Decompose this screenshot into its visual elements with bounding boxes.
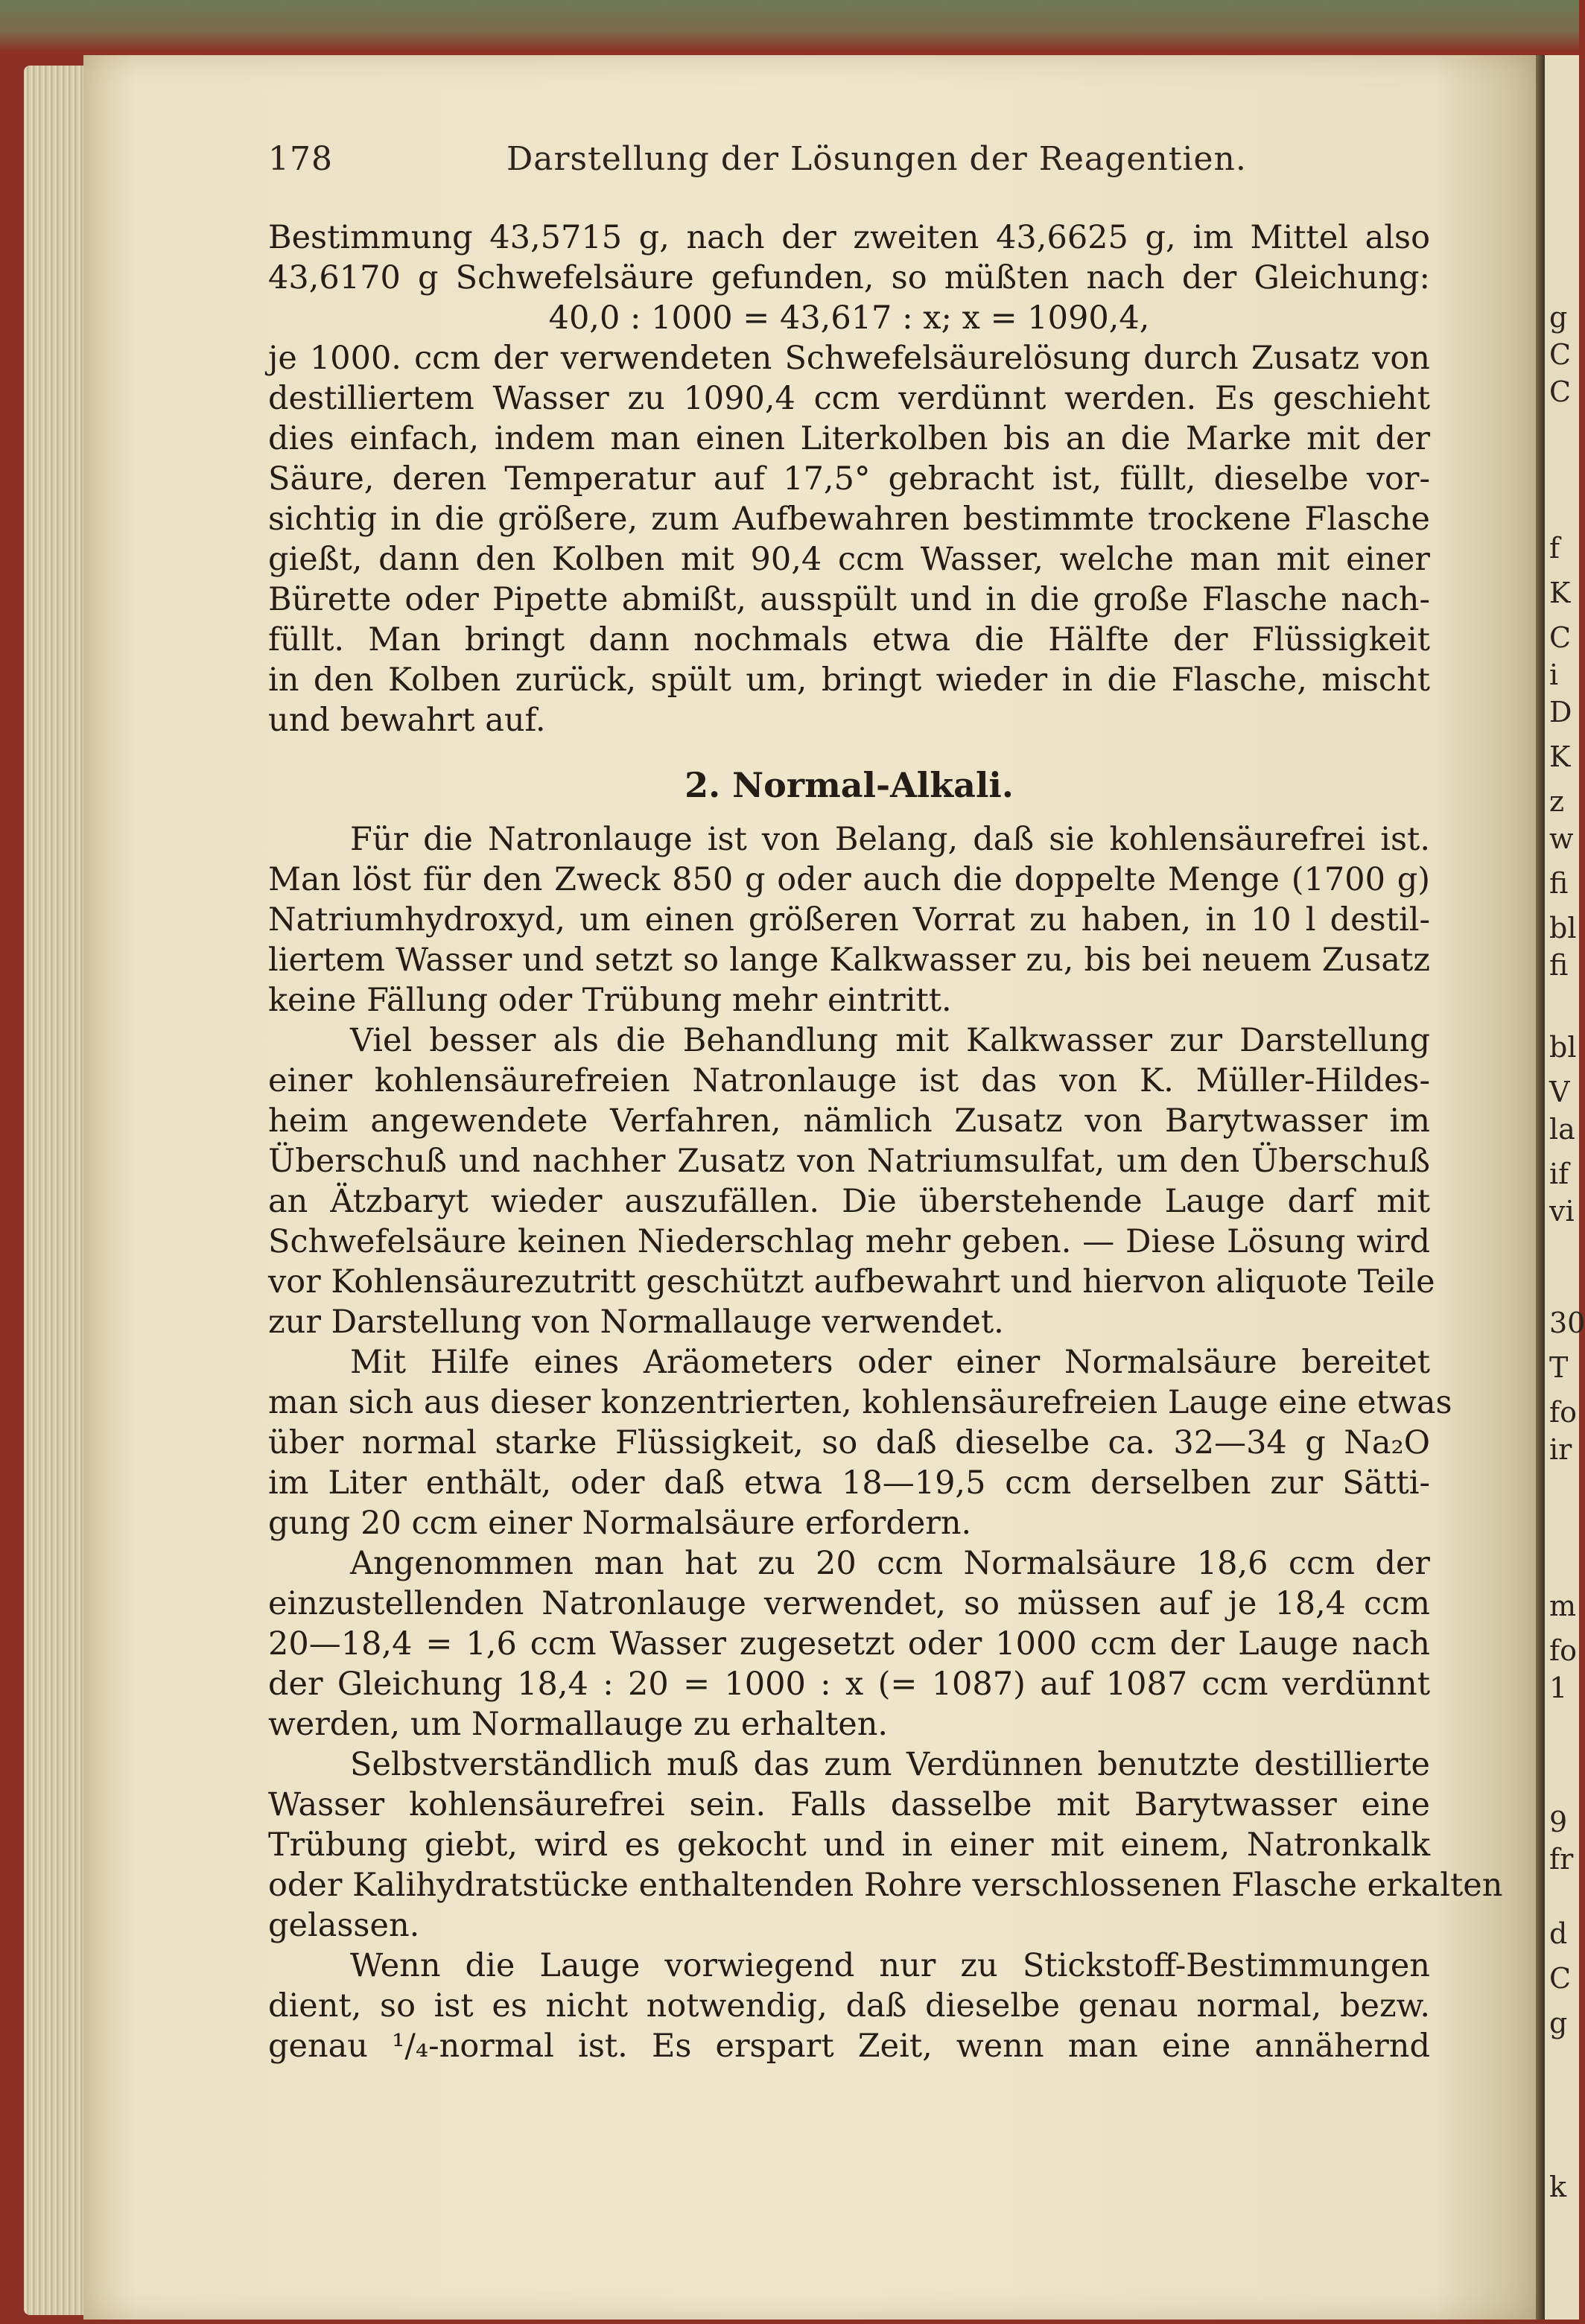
text-line: je 1000. ccm der verwendeten Schwefelsäurelösung durch Zusatz von xyxy=(268,340,1430,377)
text-line: Selbstverständlich muß das zum Verdünnen benutzte destillierte xyxy=(350,1746,1430,1783)
next-page-fragment: C xyxy=(1549,375,1572,408)
next-page-fragment: la xyxy=(1549,1113,1575,1146)
next-page-fragment: g xyxy=(1549,301,1568,334)
next-page-fragment: f xyxy=(1549,532,1560,565)
text-line: Viel besser als die Behandlung mit Kalkwasser zur Darstellung xyxy=(350,1022,1430,1059)
text-line: füllt. Man bringt dann nochmals etwa die Hälfte der Flüssigkeit xyxy=(268,621,1430,658)
next-page-fragment: vi xyxy=(1549,1195,1575,1228)
text-line: in den Kolben zurück, spült um, bringt wieder in die Flasche, mischt xyxy=(268,661,1430,699)
next-page-fragment: fo xyxy=(1549,1396,1577,1429)
next-page-fragment: 9 xyxy=(1549,1806,1568,1838)
text-line: liertem Wasser und setzt so lange Kalkwasser zu, bis bei neuem Zusatz xyxy=(268,942,1430,979)
text-line: Man löst für den Zweck 850 g oder auch die doppelte Menge (1700 g) xyxy=(268,861,1430,898)
text-line: sichtig in die größere, zum Aufbewahren bestimmte trockene Flasche xyxy=(268,501,1430,538)
text-line: 20—18,4 = 1,6 ccm Wasser zugesetzt oder 1000 ccm der Lauge nach xyxy=(268,1625,1430,1663)
next-page-fragment: d xyxy=(1549,1917,1568,1950)
next-page-fragment: K xyxy=(1549,740,1571,773)
text-line: heim angewendete Verfahren, nämlich Zusatz von Barytwasser im xyxy=(268,1102,1430,1140)
next-page-fragment: g xyxy=(1549,2007,1568,2039)
next-page-fragment: V xyxy=(1549,1076,1570,1108)
next-page-fragment: C xyxy=(1549,338,1572,371)
next-page-fragment: fi xyxy=(1549,867,1569,900)
text-line: an Ätzbaryt wieder auszufällen. Die überstehende Lauge darf mit xyxy=(268,1183,1430,1220)
next-page-fragment: fo xyxy=(1549,1634,1577,1667)
next-page-fragment: D xyxy=(1549,696,1572,728)
text-line: Mit Hilfe eines Aräometers oder einer Normalsäure bereitet xyxy=(350,1344,1430,1381)
book-gutter xyxy=(1536,55,1545,2320)
text-line: vor Kohlensäurezutritt geschützt aufbewahrt und hiervon aliquote Teile xyxy=(268,1263,1435,1301)
next-page-fragment: K xyxy=(1549,577,1571,609)
next-page-fragment: if xyxy=(1549,1158,1569,1190)
next-page-fragment: fr xyxy=(1549,1843,1574,1876)
next-page-fragment: fi xyxy=(1549,949,1569,982)
text-line: Trübung giebt, wird es gekocht und in einer mit einem, Natronkalk xyxy=(268,1826,1430,1864)
formula-line: 40,0 : 1000 = 43,617 : x; x = 1090,4, xyxy=(548,299,1150,337)
next-page-strip xyxy=(1545,55,1585,2320)
text-line: über normal starke Flüssigkeit, so daß dieselbe ca. 32—34 g Na₂O xyxy=(268,1424,1430,1461)
text-line: Natriumhydroxyd, um einen größeren Vorrat zu haben, in 10 l destil- xyxy=(268,901,1430,939)
text-line: und bewahrt auf. xyxy=(268,702,546,739)
next-page-fragment: T xyxy=(1549,1351,1569,1384)
text-line: zur Darstellung von Normallauge verwendet. xyxy=(268,1304,1004,1341)
text-line: Für die Natronlauge ist von Belang, daß sie kohlensäurefrei ist. xyxy=(350,821,1430,858)
text-line: Wasser kohlensäurefrei sein. Falls dasselbe mit Barytwasser eine xyxy=(268,1786,1430,1823)
text-line: gung 20 ccm einer Normalsäure erfordern. xyxy=(268,1505,972,1542)
section-heading: 2. Normal-Alkali. xyxy=(684,765,1014,805)
text-line: Angenommen man hat zu 20 ccm Normalsäure 18,6 ccm der xyxy=(350,1545,1430,1582)
next-page-fragment: bl xyxy=(1549,1031,1577,1064)
next-page-fragment: ir xyxy=(1549,1433,1572,1466)
paragraph-block-1 xyxy=(268,218,1430,740)
text-line: einer kohlensäurefreien Natronlauge ist das von K. Müller-Hildes- xyxy=(268,1062,1430,1099)
next-page-fragment: 1 xyxy=(1549,1671,1568,1704)
page-number: 178 xyxy=(268,140,333,178)
body-text xyxy=(268,218,1503,2066)
next-page-fragment: m xyxy=(1549,1590,1577,1622)
text-line: der Gleichung 18,4 : 20 = 1000 : x (= 1087) auf 1087 ccm verdünnt xyxy=(268,1666,1430,1703)
text-line: im Liter enthält, oder daß etwa 18—19,5 ccm derselben zur Sätti- xyxy=(268,1464,1430,1502)
text-line: gießt, dann den Kolben mit 90,4 ccm Wasser, welche man mit einer xyxy=(268,541,1430,578)
text-line: Wenn die Lauge vorwiegend nur zu Stickstoff-Bestimmungen xyxy=(350,1947,1430,1984)
text-line: genau ¹/₄-normal ist. Es erspart Zeit, wenn man eine annähernd xyxy=(268,2028,1430,2065)
next-page-fragment: k xyxy=(1549,2171,1567,2203)
next-page-fragment: w xyxy=(1549,822,1574,855)
text-line: Bürette oder Pipette abmißt, ausspült und in die große Flasche nach- xyxy=(268,581,1430,618)
next-page-fragment: bl xyxy=(1549,912,1577,944)
text-line: Schwefelsäure keinen Niederschlag mehr geben. — Diese Lösung wird xyxy=(268,1223,1430,1260)
next-page-fragment: i xyxy=(1549,658,1559,691)
text-line: gelassen. xyxy=(268,1907,420,1944)
text-line: Säure, deren Temperatur auf 17,5° gebracht ist, füllt, dieselbe vor- xyxy=(268,460,1430,498)
text-line: werden, um Normallauge zu erhalten. xyxy=(268,1706,889,1743)
text-line: 43,6170 g Schwefelsäure gefunden, so müßten nach der Gleichung: xyxy=(268,259,1430,296)
text-line: Bestimmung 43,5715 g, nach der zweiten 43,6625 g, im Mittel also xyxy=(268,219,1430,256)
book-cover-edge xyxy=(0,0,1579,52)
running-title: Darstellung der Lösungen der Reagentien. xyxy=(506,140,1247,178)
text-line: einzustellenden Natronlauge verwendet, so müssen auf je 18,4 ccm xyxy=(268,1585,1430,1622)
text-line: keine Fällung oder Trübung mehr eintritt. xyxy=(268,982,952,1019)
next-page-fragment: C xyxy=(1549,621,1572,654)
text-line: destilliertem Wasser zu 1090,4 ccm verdünnt werden. Es geschieht xyxy=(268,380,1430,417)
text-line: Überschuß und nachher Zusatz von Natriumsulfat, um den Überschuß xyxy=(268,1143,1430,1180)
text-line: dies einfach, indem man einen Literkolben bis an die Marke mit der xyxy=(268,420,1430,457)
text-line: oder Kalihydratstücke enthaltenden Rohre verschlossenen Flasche erkalten xyxy=(268,1867,1503,1904)
text-line: man sich aus dieser konzentrierten, kohlensäurefreien Lauge eine etwas xyxy=(268,1384,1452,1421)
next-page-fragment: z xyxy=(1549,785,1565,818)
paragraph-block-2 xyxy=(268,819,1503,2066)
next-page-fragment: 30 xyxy=(1549,1307,1585,1339)
text-line: dient, so ist es nicht notwendig, daß dieselbe genau normal, bezw. xyxy=(268,1987,1430,2025)
next-page-fragment: C xyxy=(1549,1962,1572,1995)
